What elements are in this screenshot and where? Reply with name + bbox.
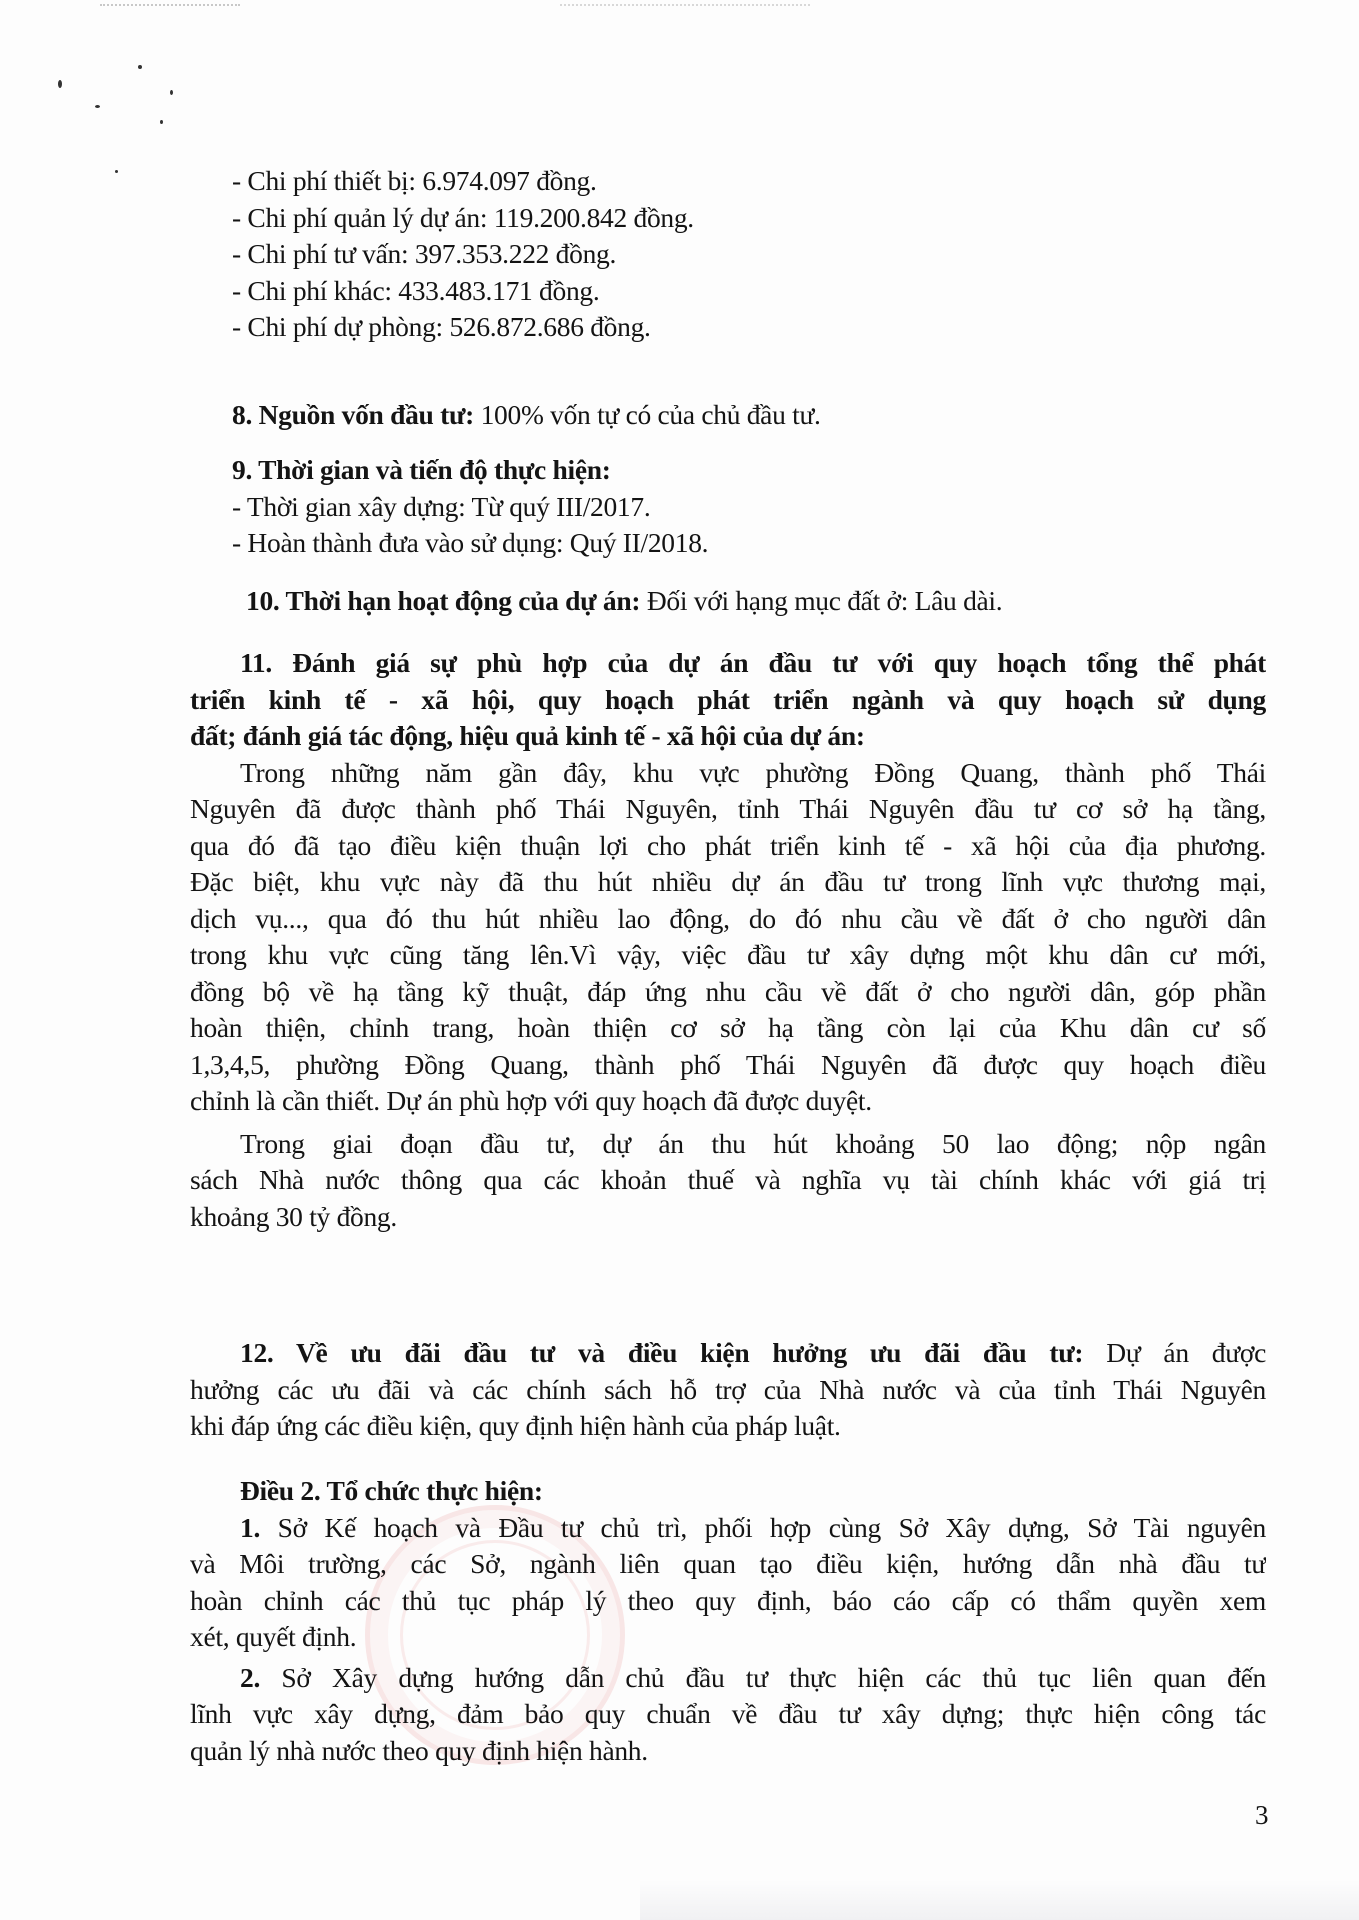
paragraph-line: hưởng các ưu đãi và các chính sách hỗ trợ của Nhà nước và của tỉnh Thái Nguyên bbox=[190, 1373, 1266, 1405]
section-9-heading: 9. Thời gian và tiến độ thực hiện: bbox=[232, 454, 611, 485]
paragraph-line: qua đó đã tạo điều kiện thuận lợi cho phát triển kinh tế - xã hội của địa phương. bbox=[190, 829, 1266, 861]
section-11-heading-line: 11. Đánh giá sự phù hợp của dự án đầu tư với quy hoạch tổng thể phát bbox=[240, 647, 1266, 678]
section-8-text: 100% vốn tự có của chủ đầu tư. bbox=[474, 399, 821, 430]
paragraph-line: hoàn thiện, chỉnh trang, hoàn thiện cơ sở hạ tầng còn lại của Khu dân cư số bbox=[190, 1012, 1266, 1043]
cost-items bbox=[232, 163, 1266, 346]
section-11 bbox=[190, 645, 1266, 1235]
paragraph-line: trong khu vực cũng tăng lên.Vì vậy, việc đầu tư xây dựng một khu dân cư mới, bbox=[190, 939, 1266, 970]
section-10-heading: 10. Thời hạn hoạt động của dự án: bbox=[246, 585, 641, 616]
cost-item: - Chi phí khác: 433.483.171 đồng. bbox=[232, 274, 600, 306]
cost-item: - Chi phí tư vấn: 397.353.222 đồng. bbox=[232, 238, 617, 269]
paragraph-line: Trong giai đoạn đầu tư, dự án thu hút khoảng 50 lao động; nộp ngân bbox=[240, 1127, 1266, 1159]
section-12 bbox=[190, 1335, 1266, 1445]
item-2-first-line: Sở Xây dựng hướng dẫn chủ đầu tư thực hiện các thủ tục liên quan đến bbox=[260, 1661, 1266, 1693]
section-11-heading-line: triển kinh tế - xã hội, quy hoạch phát triển ngành và quy hoạch sử dụng bbox=[190, 683, 1266, 715]
paragraph-line: sách Nhà nước thông qua các khoản thuế và nghĩa vụ tài chính khác với giá trị bbox=[190, 1164, 1266, 1195]
scan-specks bbox=[50, 55, 170, 175]
scan-artifact bbox=[560, 4, 810, 8]
page-number: 3 bbox=[1255, 1800, 1269, 1830]
item-1-first-line: Sở Kế hoạch và Đầu tư chủ trì, phối hợp cùng Sở Xây dựng, Sở Tài nguyên bbox=[260, 1511, 1266, 1543]
paragraph-line: chỉnh là cần thiết. Dự án phù hợp với quy hoạch đã được duyệt. bbox=[190, 1085, 872, 1116]
cost-item: - Chi phí thiết bị: 6.974.097 đồng. bbox=[232, 165, 597, 196]
item-number: 2. bbox=[240, 1661, 261, 1693]
cost-item: - Chi phí quản lý dự án: 119.200.842 đồng. bbox=[232, 201, 694, 233]
section-11-heading-line: đất; đánh giá tác động, hiệu quả kinh tế - xã hội của dự án: bbox=[190, 720, 865, 751]
article-2-heading: Điều 2. Tổ chức thực hiện: bbox=[240, 1475, 543, 1506]
scan-shadow bbox=[640, 1880, 1359, 1920]
paragraph-line: dịch vụ..., qua đó thu hút nhiều lao động, do đó nhu cầu về đất ở cho người dân bbox=[190, 902, 1266, 934]
section-8 bbox=[232, 397, 1266, 434]
paragraph-line: Đặc biệt, khu vực này đã thu hút nhiều dự án đầu tư trong lĩnh vực thương mại, bbox=[190, 866, 1266, 897]
section-12-first-line: Dự án được bbox=[1083, 1337, 1266, 1368]
item-number: 1. bbox=[240, 1511, 261, 1543]
paragraph-line: khi đáp ứng các điều kiện, quy định hiện hành của pháp luật. bbox=[190, 1410, 841, 1441]
paragraph-line: xét, quyết định. bbox=[190, 1621, 357, 1652]
section-9-item: - Thời gian xây dựng: Từ quý III/2017. bbox=[232, 490, 651, 522]
section-9-item: - Hoàn thành đưa vào sử dụng: Quý II/2018. bbox=[232, 527, 709, 558]
paragraph-line: quản lý nhà nước theo quy định hiện hành. bbox=[190, 1734, 648, 1766]
paragraph-line: khoảng 30 tỷ đồng. bbox=[190, 1200, 397, 1232]
paragraph-line: và Môi trường, các Sở, ngành liên quan tạo điều kiện, hướng dẫn nhà đầu tư bbox=[190, 1548, 1266, 1579]
paragraph-line: Nguyên đã được thành phố Thái Nguyên, tỉnh Thái Nguyên đầu tư cơ sở hạ tầng, bbox=[190, 793, 1266, 824]
cost-item: - Chi phí dự phòng: 526.872.686 đồng. bbox=[232, 311, 651, 342]
section-10-text: Đối với hạng mục đất ở: Lâu dài. bbox=[640, 585, 1003, 616]
scan-artifact bbox=[100, 4, 240, 8]
paragraph-line: lĩnh vực xây dựng, đảm bảo quy chuẩn về đầu tư xây dựng; thực hiện công tác bbox=[190, 1698, 1266, 1729]
section-9 bbox=[232, 452, 1266, 562]
paragraph-line: hoàn chỉnh các thủ tục pháp lý theo quy định, báo cáo cấp có thẩm quyền xem bbox=[190, 1584, 1266, 1616]
paragraph-line: Trong những năm gần đây, khu vực phường Đồng Quang, thành phố Thái bbox=[240, 756, 1266, 788]
article-2 bbox=[190, 1473, 1266, 1769]
section-10 bbox=[232, 583, 1266, 620]
paragraph-line: đồng bộ về hạ tầng kỹ thuật, đáp ứng nhu cầu về đất ở cho người dân, góp phần bbox=[190, 975, 1266, 1007]
section-12-heading: 12. Về ưu đãi đầu tư và điều kiện hưởng ưu đãi đầu tư: bbox=[240, 1337, 1084, 1368]
paragraph-line: 1,3,4,5, phường Đồng Quang, thành phố Thái Nguyên đã được quy hoạch điều bbox=[190, 1048, 1266, 1080]
section-8-heading: 8. Nguồn vốn đầu tư: bbox=[232, 399, 475, 430]
